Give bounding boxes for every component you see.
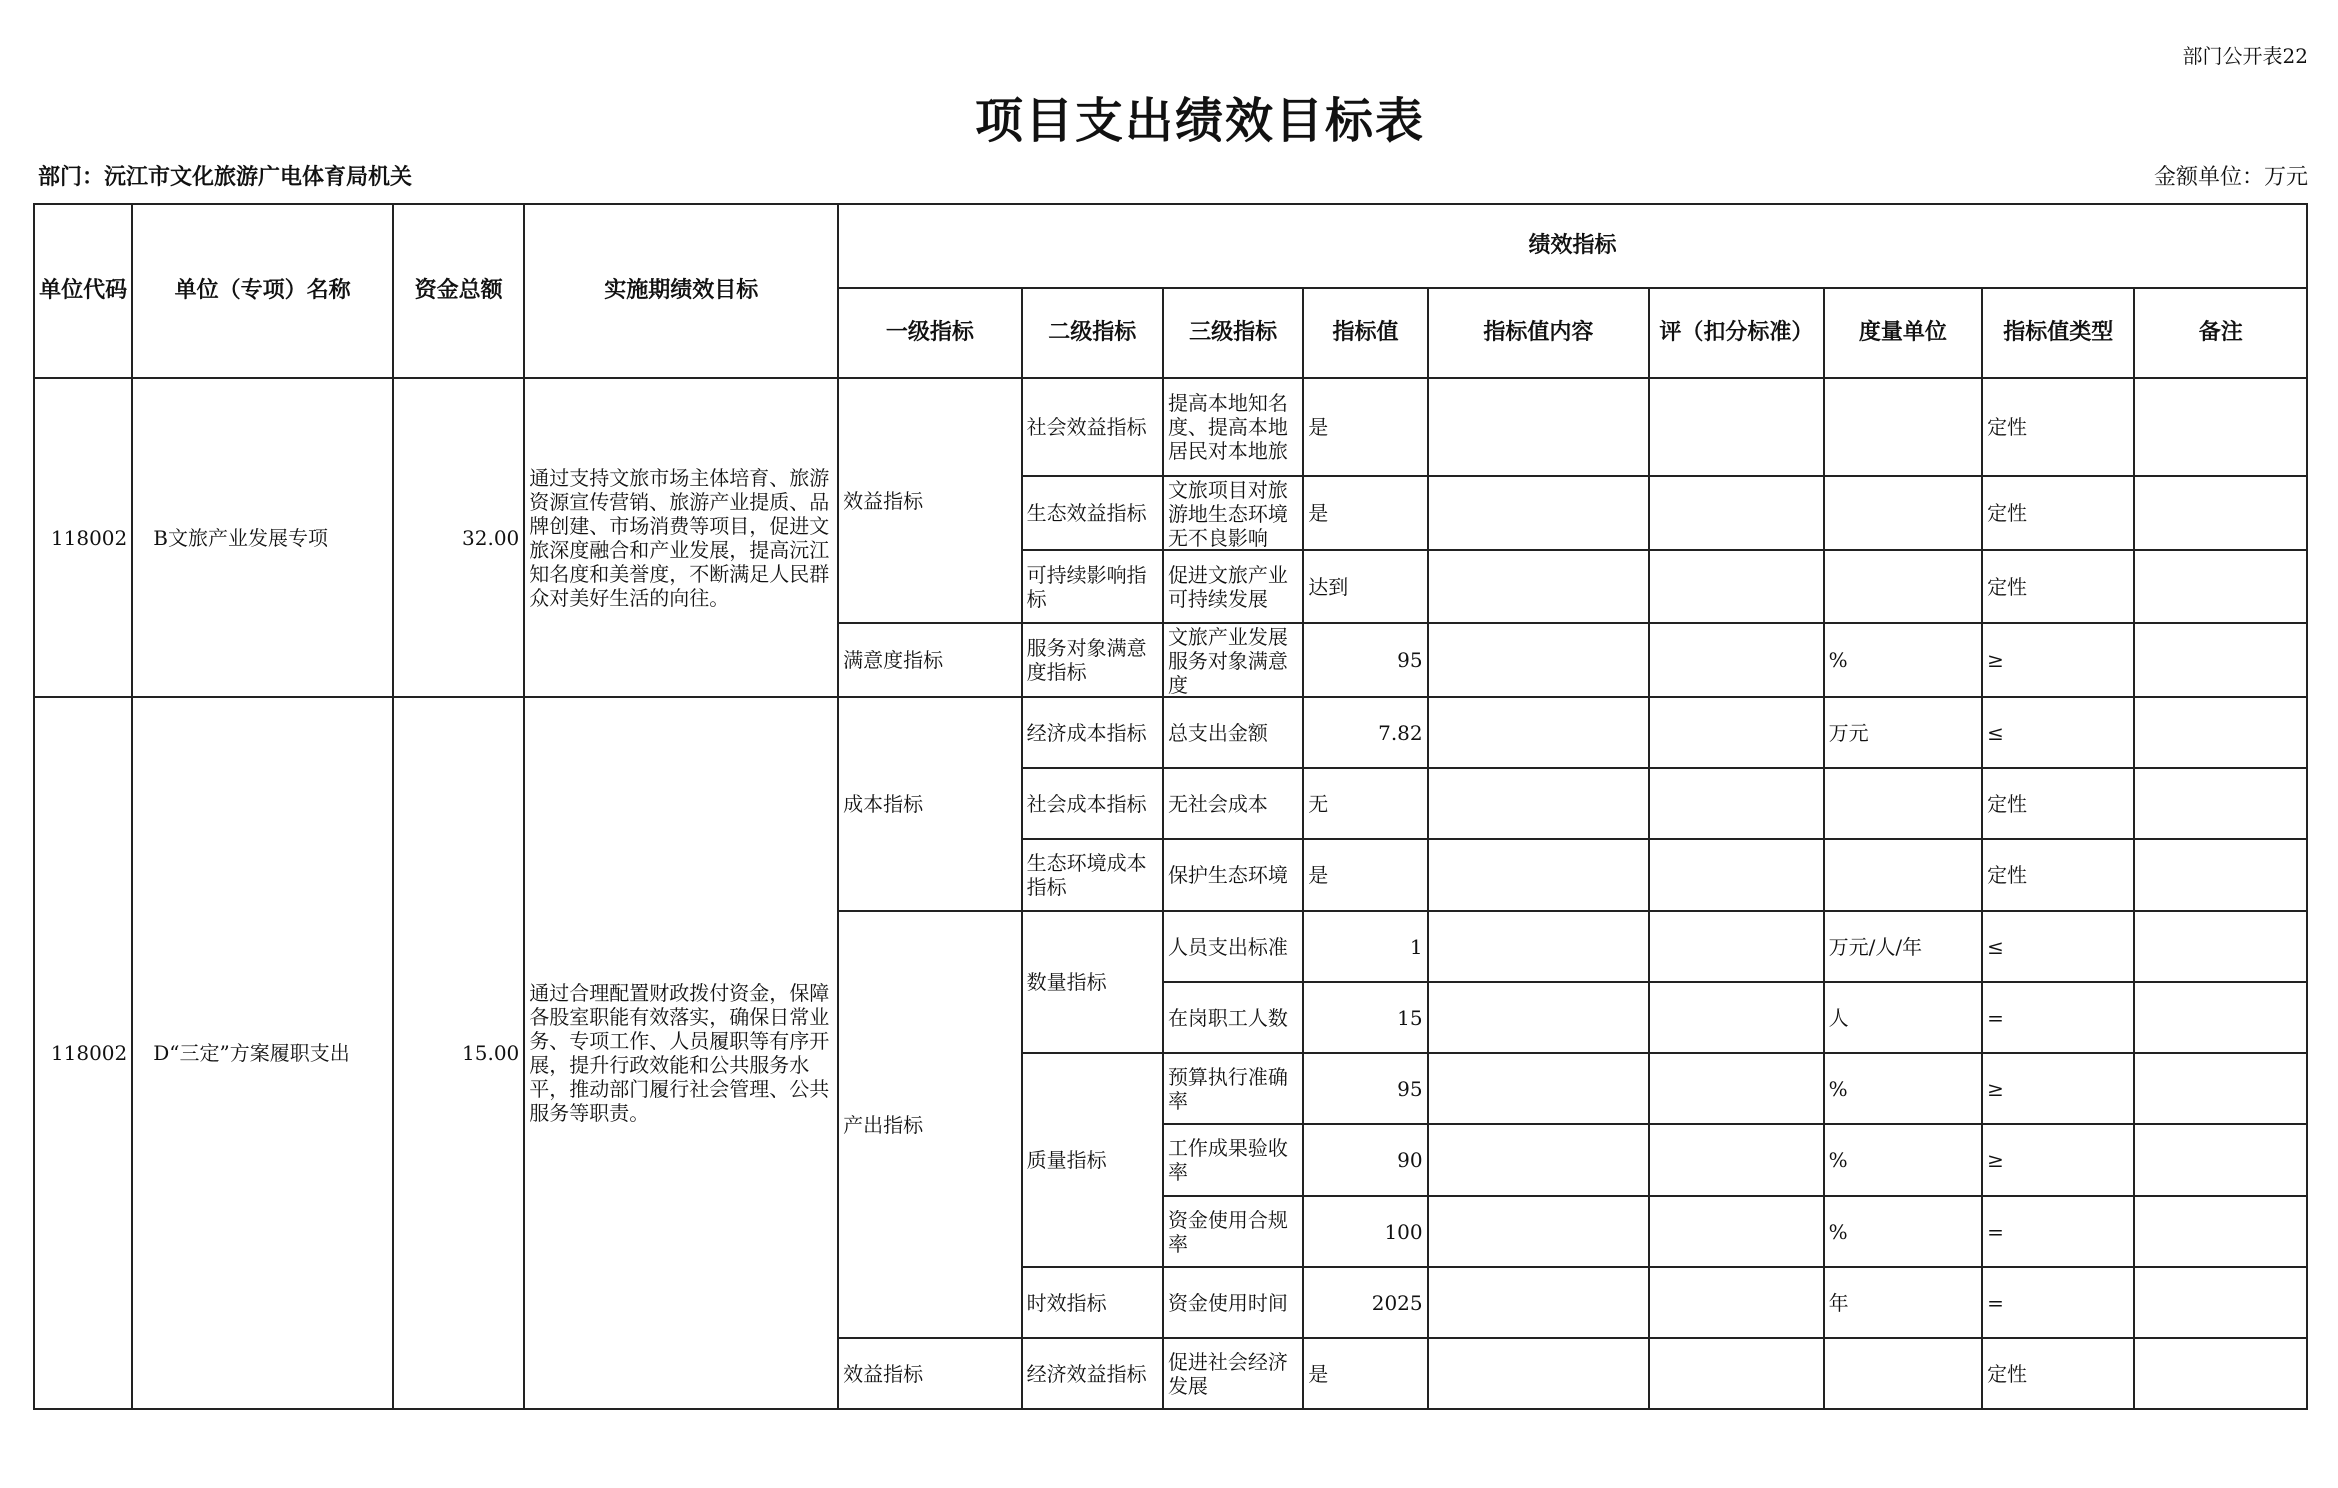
value-content-cell — [1428, 1267, 1650, 1338]
col-remarks: 备注 — [2134, 288, 2307, 378]
remarks-cell — [2134, 623, 2307, 697]
measure-unit-cell — [1824, 768, 1982, 839]
scoring-cell — [1649, 550, 1823, 623]
level3-cell — [1163, 378, 1303, 476]
level3-cell: 人员支出标准 — [1163, 911, 1303, 982]
level3-cell: 保护生态环境 — [1163, 839, 1303, 911]
level2-cell: 经济成本指标 — [1022, 697, 1163, 768]
funds-cell: 32.00 — [393, 378, 524, 697]
value-cell: 15 — [1303, 982, 1427, 1053]
value-content-cell — [1428, 1053, 1650, 1124]
value-type-cell: 定性 — [1982, 550, 2134, 623]
col-unit-code: 单位代码 — [34, 204, 132, 378]
value-content-cell — [1428, 768, 1650, 839]
measure-unit-cell: % — [1824, 623, 1982, 697]
scoring-cell — [1649, 1053, 1823, 1124]
scoring-cell — [1649, 1338, 1823, 1409]
level2-cell: 经济效益指标 — [1022, 1338, 1163, 1409]
value-cell: 是 — [1303, 1338, 1427, 1409]
level2-cell: 时效指标 — [1022, 1267, 1163, 1338]
col-total-funds: 资金总额 — [393, 204, 524, 378]
level3-cell: 工作成果验收率 — [1163, 1124, 1303, 1196]
scoring-cell — [1649, 1124, 1823, 1196]
col-value-content: 指标值内容 — [1428, 288, 1650, 378]
value-cell: 是 — [1303, 378, 1427, 476]
level3-text: 文旅产业发展服务对象满意度 — [1167, 625, 1288, 695]
value-type-cell: 定性 — [1982, 476, 2134, 550]
measure-unit-cell: % — [1824, 1053, 1982, 1124]
value-content-cell — [1428, 911, 1650, 982]
value-cell: 95 — [1303, 623, 1427, 697]
remarks-cell — [2134, 839, 2307, 911]
remarks-cell — [2134, 378, 2307, 476]
value-type-cell: ≥ — [1982, 623, 2134, 697]
value-cell: 2025 — [1303, 1267, 1427, 1338]
remarks-cell — [2134, 1124, 2307, 1196]
value-content-cell — [1428, 697, 1650, 768]
measure-unit-cell: 年 — [1824, 1267, 1982, 1338]
col-perf-group: 绩效指标 — [838, 204, 2307, 288]
level3-cell: 在岗职工人数 — [1163, 982, 1303, 1053]
measure-unit-cell — [1824, 378, 1982, 476]
value-cell: 95 — [1303, 1053, 1427, 1124]
value-type-cell: 定性 — [1982, 839, 2134, 911]
scoring-cell — [1649, 768, 1823, 839]
col-value: 指标值 — [1303, 288, 1427, 378]
col-level3: 三级指标 — [1163, 288, 1303, 378]
level2-cell: 数量指标 — [1022, 911, 1163, 1053]
remarks-cell — [2134, 550, 2307, 623]
value-type-cell: ≤ — [1982, 697, 2134, 768]
value-cell: 是 — [1303, 476, 1427, 550]
value-content-cell — [1428, 1196, 1650, 1267]
goal-cell: 通过合理配置财政拨付资金，保障各股室职能有效落实，确保日常业务、专项工作、人员履职等有序开展，提升行政效能和公共服务水平，推动部门履行社会管理、公共服务等职责。 — [524, 697, 838, 1409]
measure-unit-cell — [1824, 476, 1982, 550]
remarks-cell — [2134, 476, 2307, 550]
unit-name-cell: D“三定”方案履职支出 — [132, 697, 393, 1409]
value-cell: 达到 — [1303, 550, 1427, 623]
value-content-cell — [1428, 476, 1650, 550]
level3-cell: 资金使用合规率 — [1163, 1196, 1303, 1267]
measure-unit-cell: 万元 — [1824, 697, 1982, 768]
value-type-cell: ≥ — [1982, 1124, 2134, 1196]
level1-cell: 满意度指标 — [838, 623, 1021, 697]
value-type-cell: ≥ — [1982, 1053, 2134, 1124]
remarks-cell — [2134, 1196, 2307, 1267]
measure-unit-cell: 人 — [1824, 982, 1982, 1053]
level2-cell: 生态环境成本指标 — [1022, 839, 1163, 911]
value-type-cell: 定性 — [1982, 378, 2134, 476]
value-cell: 1 — [1303, 911, 1427, 982]
level3-cell: 总支出金额 — [1163, 697, 1303, 768]
remarks-cell — [2134, 1338, 2307, 1409]
col-scoring: 评（扣分标准） — [1649, 288, 1823, 378]
col-level2: 二级指标 — [1022, 288, 1163, 378]
remarks-cell — [2134, 911, 2307, 982]
col-goal: 实施期绩效目标 — [524, 204, 838, 378]
remarks-cell — [2134, 982, 2307, 1053]
scoring-cell — [1649, 839, 1823, 911]
table-number-label: 部门公开表22 — [2182, 44, 2308, 68]
value-content-cell — [1428, 378, 1650, 476]
unit-name-cell: B文旅产业发展专项 — [132, 378, 393, 697]
performance-table — [33, 203, 2308, 1410]
unit-code-cell: 118002 — [34, 378, 132, 697]
col-value-type: 指标值类型 — [1982, 288, 2134, 378]
value-type-cell: = — [1982, 1267, 2134, 1338]
value-content-cell — [1428, 1124, 1650, 1196]
scoring-cell — [1649, 378, 1823, 476]
value-cell: 无 — [1303, 768, 1427, 839]
value-content-cell — [1428, 839, 1650, 911]
level2-cell: 可持续影响指标 — [1022, 550, 1163, 623]
col-level1: 一级指标 — [838, 288, 1021, 378]
value-cell: 100 — [1303, 1196, 1427, 1267]
goal-cell: 通过支持文旅市场主体培育、旅游资源宣传营销、旅游产业提质、品牌创建、市场消费等项目，促进文旅深度融合和产业发展，提高沅江知名度和美誉度，不断满足人民群众对美好生活的向往。 — [524, 378, 838, 697]
measure-unit-cell — [1824, 839, 1982, 911]
scoring-cell — [1649, 1267, 1823, 1338]
value-content-cell — [1428, 1338, 1650, 1409]
scoring-cell — [1649, 697, 1823, 768]
unit-code-cell: 118002 — [34, 697, 132, 1409]
remarks-cell — [2134, 768, 2307, 839]
value-cell: 7.82 — [1303, 697, 1427, 768]
level2-cell: 服务对象满意度指标 — [1022, 623, 1163, 697]
measure-unit-cell: 万元/人/年 — [1824, 911, 1982, 982]
level1-cell: 产出指标 — [838, 911, 1021, 1338]
level2-cell: 生态效益指标 — [1022, 476, 1163, 550]
measure-unit-cell: % — [1824, 1124, 1982, 1196]
level3-cell: 促进社会经济发展 — [1163, 1338, 1303, 1409]
scoring-cell — [1649, 1196, 1823, 1267]
page-title: 项目支出绩效目标表 — [974, 93, 1425, 149]
level1-cell: 效益指标 — [838, 1338, 1021, 1409]
department-label: 部门：沅江市文化旅游广电体育局机关 — [38, 164, 413, 190]
measure-unit-cell: % — [1824, 1196, 1982, 1267]
value-type-cell: 定性 — [1982, 1338, 2134, 1409]
level1-cell: 成本指标 — [838, 697, 1021, 911]
remarks-cell — [2134, 1267, 2307, 1338]
scoring-cell — [1649, 623, 1823, 697]
measure-unit-cell — [1824, 1338, 1982, 1409]
level3-cell: 资金使用时间 — [1163, 1267, 1303, 1338]
level3-cell: 无社会成本 — [1163, 768, 1303, 839]
scoring-cell — [1649, 476, 1823, 550]
remarks-cell — [2134, 1053, 2307, 1124]
remarks-cell — [2134, 697, 2307, 768]
col-measure-unit: 度量单位 — [1824, 288, 1982, 378]
col-unit-name: 单位（专项）名称 — [132, 204, 393, 378]
value-type-cell: 定性 — [1982, 768, 2134, 839]
level2-cell: 社会效益指标 — [1022, 378, 1163, 476]
scoring-cell — [1649, 911, 1823, 982]
scoring-cell — [1649, 982, 1823, 1053]
table-row — [34, 697, 2307, 768]
level1-cell: 效益指标 — [838, 378, 1021, 623]
level3-text: 文旅项目对旅游地生态环境无不良影响 — [1167, 478, 1288, 548]
measure-unit-cell — [1824, 550, 1982, 623]
value-type-cell: = — [1982, 982, 2134, 1053]
value-content-cell — [1428, 623, 1650, 697]
level2-cell: 社会成本指标 — [1022, 768, 1163, 839]
value-cell: 90 — [1303, 1124, 1427, 1196]
amount-unit-label: 金额单位：万元 — [2153, 165, 2308, 190]
funds-cell: 15.00 — [393, 697, 524, 1409]
level3-cell: 预算执行准确率 — [1163, 1053, 1303, 1124]
value-type-cell: ≤ — [1982, 911, 2134, 982]
value-type-cell: = — [1982, 1196, 2134, 1267]
value-content-cell — [1428, 550, 1650, 623]
level2-cell: 质量指标 — [1022, 1053, 1163, 1267]
value-cell: 是 — [1303, 839, 1427, 911]
level3-cell — [1163, 623, 1303, 697]
level3-cell — [1163, 476, 1303, 550]
level3-cell: 促进文旅产业可持续发展 — [1163, 550, 1303, 623]
level3-text: 提高本地知名度、提高本地居民对本地旅 — [1167, 391, 1288, 463]
value-content-cell — [1428, 982, 1650, 1053]
table-row — [34, 378, 2307, 476]
